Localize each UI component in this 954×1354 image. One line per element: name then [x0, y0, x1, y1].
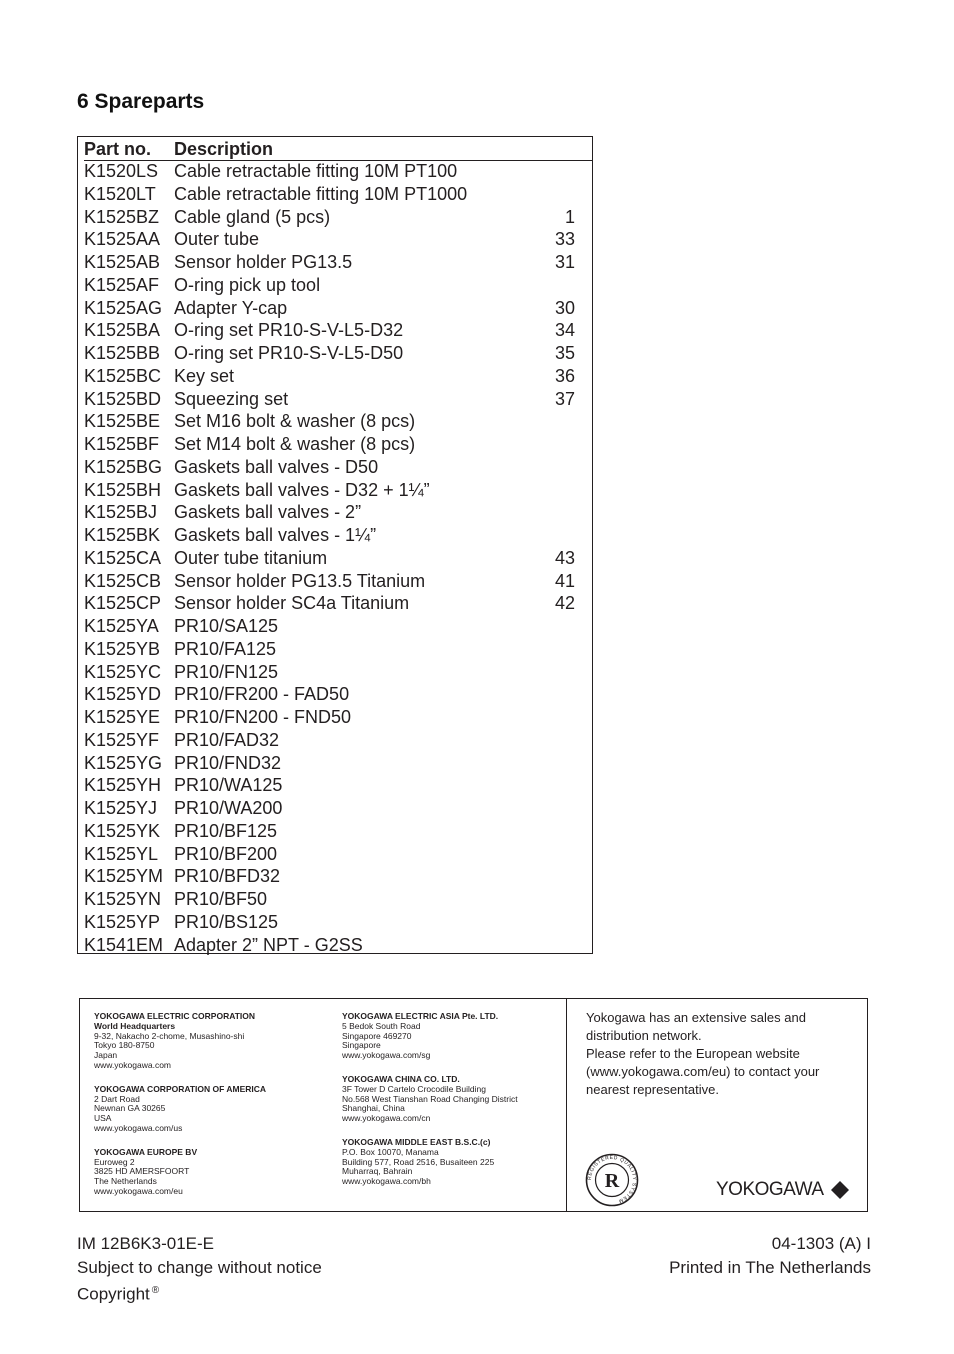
table-row: [84, 183, 592, 206]
copyright-text: Copyright: [77, 1284, 150, 1304]
part-description: PR10/SA125: [174, 616, 279, 636]
office-address-line: P.O. Box 10070, Manama: [342, 1146, 439, 1157]
part-number: K1525YK: [84, 820, 161, 841]
part-description: Set M16 bolt & washer (8 pcs): [174, 411, 416, 432]
table-row: [84, 410, 592, 433]
part-description: Adapter Y-cap: [174, 297, 288, 318]
table-row: [84, 888, 592, 911]
part-number: K1525BD: [84, 388, 162, 409]
logo-diamond-icon: [831, 1181, 849, 1199]
sales-note-line: distribution network.: [586, 1028, 702, 1043]
sales-network-note: [586, 1009, 856, 1099]
part-description: Sensor holder PG13.5: [174, 252, 353, 272]
registered-mark: ®: [151, 1285, 160, 1296]
table-row: [84, 843, 592, 866]
header-description: Description: [174, 139, 274, 159]
table-row: [84, 706, 592, 729]
part-description: PR10/BF125: [174, 820, 278, 841]
table-row: [84, 911, 592, 934]
part-description: O-ring set PR10-S-V-L5-D32: [174, 320, 404, 341]
office-address-line: www.yokogawa.com/bh: [342, 1176, 431, 1187]
part-description: PR10/BF50: [174, 889, 268, 909]
office-address-line: Japan: [94, 1050, 118, 1061]
table-row: [84, 661, 592, 684]
reference-number: 30: [554, 297, 575, 318]
part-description: Adapter 2” NPT - G2SS: [174, 934, 363, 955]
office-address-line: 3825 HD AMERSFOORT: [94, 1166, 190, 1177]
office-company: YOKOGAWA MIDDLE EAST B.S.C.(c): [342, 1136, 491, 1147]
reference-number: 1: [564, 206, 575, 227]
table-row: [84, 160, 592, 183]
office-address-line: 3F Tower D Cartelo Crocodile Building: [342, 1083, 486, 1094]
part-number: K1525BJ: [84, 502, 158, 523]
change-notice: Subject to change without notice: [77, 1257, 322, 1277]
revision-code: 04-1303 (A) I: [771, 1234, 871, 1253]
table-row: [84, 570, 592, 593]
contact-footer: [79, 998, 868, 1212]
seal-ring-text: REGISTERED QUALITY SYSTEM: [586, 1154, 638, 1204]
part-number: K1525YA: [84, 616, 159, 636]
yokogawa-logo: [716, 1179, 849, 1201]
sales-note-line: (www.yokogawa.com/eu) to contact your: [586, 1064, 820, 1079]
footer-divider: [566, 999, 567, 1211]
table-row: [84, 683, 592, 706]
part-description: Gaskets ball valves - 2”: [174, 502, 362, 523]
part-number: K1525BA: [84, 320, 161, 341]
part-number: K1525YJ: [84, 798, 158, 818]
part-description: PR10/WA125: [174, 775, 283, 796]
sales-note-line: nearest representative.: [586, 1082, 719, 1097]
table-row: [84, 729, 592, 752]
document-info-left: [77, 1232, 322, 1306]
office-address: [342, 1012, 562, 1061]
table-row: [84, 365, 592, 388]
office-address-line: www.yokogawa.com/cn: [342, 1113, 431, 1124]
table-row: [84, 251, 592, 274]
part-number: K1525YM: [84, 866, 164, 887]
part-number: K1525BF: [84, 434, 160, 454]
reference-number: 34: [554, 320, 575, 341]
part-number: K1525YC: [84, 661, 162, 682]
table-row: [84, 774, 592, 797]
address-column-middle: [342, 1012, 562, 1201]
office-company: YOKOGAWA ELECTRIC CORPORATION: [94, 1011, 256, 1021]
document-number: IM 12B6K3-01E-E: [77, 1234, 215, 1253]
part-description: PR10/BFD32: [174, 866, 281, 887]
part-number: K1525YN: [84, 889, 162, 909]
office-address: [94, 1085, 334, 1134]
table-row: [84, 274, 592, 297]
page-title: 6 Spareparts: [77, 90, 205, 113]
table-row: [84, 319, 592, 342]
office-address-line: www.yokogawa.com: [94, 1059, 172, 1070]
part-number: K1541EM: [84, 934, 164, 955]
office-subtitle: World Headquarters: [94, 1020, 176, 1031]
copyright-line: [77, 1279, 322, 1306]
part-number: K1525BK: [84, 525, 161, 545]
part-number: K1525BC: [84, 365, 162, 386]
part-number: K1525BE: [84, 411, 161, 432]
table-row: [84, 638, 592, 661]
part-number: K1525YD: [84, 684, 162, 705]
sales-note-line: Yokogawa has an extensive sales and: [586, 1010, 806, 1025]
table-row: [84, 820, 592, 843]
part-description: Outer tube titanium: [174, 547, 328, 568]
part-description: PR10/FN200 - FND50: [174, 707, 352, 727]
office-address-line: Singapore 469270: [342, 1030, 412, 1041]
reference-number: 31: [554, 252, 575, 272]
table-row: [84, 547, 592, 570]
part-description: Set M14 bolt & washer (8 pcs): [174, 434, 416, 454]
part-description: Gaskets ball valves - D50: [174, 456, 379, 477]
part-number: K1525AA: [84, 229, 161, 250]
reference-number: 37: [554, 388, 575, 409]
office-address: [94, 1012, 334, 1071]
part-number: K1525YP: [84, 911, 161, 932]
part-number: K1525BH: [84, 479, 162, 500]
office-company: YOKOGAWA ELECTRIC ASIA Pte. LTD.: [342, 1011, 499, 1021]
logo-text: YOKOGAWA: [716, 1179, 824, 1200]
table-row: [84, 297, 592, 320]
reference-number: 33: [554, 229, 575, 250]
part-description: PR10/FA125: [174, 638, 277, 659]
part-description: Squeezing set: [174, 388, 289, 409]
printed-in: Printed in The Netherlands: [669, 1257, 871, 1277]
office-address-line: 5 Bedok South Road: [342, 1020, 421, 1031]
table-row: [84, 797, 592, 820]
quality-seal-icon: [585, 1153, 639, 1207]
table-row: [84, 433, 592, 456]
part-number: K1525AG: [84, 297, 163, 318]
office-address-line: Building 577, Road 2516, Busaiteen 225: [342, 1156, 495, 1167]
part-description: Gaskets ball valves - D32 + 1¼”: [174, 479, 430, 500]
office-address-line: Muharraq, Bahrain: [342, 1166, 413, 1177]
document-info-right: [669, 1232, 871, 1279]
reference-number: 42: [554, 593, 575, 614]
reference-number: 36: [554, 365, 575, 386]
part-description: PR10/FND32: [174, 752, 282, 773]
table-row: [84, 206, 592, 229]
office-address-line: Newnan GA 30265: [94, 1103, 166, 1114]
part-number: K1520LS: [84, 161, 159, 181]
part-number: K1525BZ: [84, 206, 160, 227]
table-body: [84, 160, 592, 956]
part-description: PR10/FN125: [174, 661, 279, 682]
office-address-line: Singapore: [342, 1040, 381, 1051]
part-description: O-ring set PR10-S-V-L5-D50: [174, 343, 404, 363]
address-column-left: [94, 1012, 334, 1211]
office-address-line: No.568 West Tianshan Road Changing District: [342, 1093, 518, 1104]
office-company: YOKOGAWA CORPORATION OF AMERICA: [94, 1083, 267, 1094]
part-description: O-ring pick up tool: [174, 274, 321, 295]
part-number: K1525AB: [84, 252, 161, 272]
table-row: [84, 388, 592, 411]
office-address-line: www.yokogawa.com/sg: [342, 1050, 431, 1061]
part-description: PR10/BS125: [174, 911, 279, 932]
office-address-line: 9-32, Nakacho 2-chome, Musashino-shi: [94, 1030, 245, 1041]
part-number: K1525BB: [84, 343, 161, 363]
office-address-line: USA: [94, 1113, 112, 1124]
seal-letter: R: [604, 1170, 620, 1192]
office-address-line: www.yokogawa.com/us: [94, 1122, 183, 1133]
part-description: Cable retractable fitting 10M PT1000: [174, 183, 468, 204]
part-description: PR10/BF200: [174, 843, 278, 864]
table-row: [84, 934, 592, 957]
part-number: K1525YH: [84, 775, 162, 796]
table-row: [84, 592, 592, 615]
part-number: K1525CP: [84, 593, 162, 614]
part-description: PR10/FR200 - FAD50: [174, 684, 350, 705]
part-description: Sensor holder PG13.5 Titanium: [174, 570, 426, 591]
reference-number: 35: [554, 343, 575, 363]
office-company: YOKOGAWA CHINA CO. LTD.: [342, 1073, 460, 1084]
table-row: [84, 865, 592, 888]
part-description: Key set: [174, 365, 235, 386]
part-description: Outer tube: [174, 229, 260, 250]
part-number: K1525YE: [84, 707, 161, 727]
office-address: [94, 1148, 334, 1197]
office-address-line: Tokyo 180-8750: [94, 1040, 155, 1051]
part-description: Gaskets ball valves - 1¼”: [174, 525, 377, 545]
part-description: Sensor holder SC4a Titanium: [174, 593, 410, 614]
table-row: [84, 228, 592, 251]
office-address: [342, 1138, 562, 1187]
table-row: [84, 752, 592, 775]
part-number: K1525YF: [84, 729, 160, 750]
office-address-line: The Netherlands: [94, 1176, 157, 1187]
part-number: K1525YL: [84, 843, 159, 864]
office-address: [342, 1075, 562, 1124]
part-number: K1525BG: [84, 456, 163, 477]
table-row: [84, 479, 592, 502]
header-part-no: Part no.: [84, 139, 152, 159]
office-address-line: Euroweg 2: [94, 1156, 135, 1167]
part-number: K1525CA: [84, 547, 162, 568]
table-row: [84, 524, 592, 547]
part-description: Cable gland (5 pcs): [174, 206, 331, 227]
part-description: PR10/WA200: [174, 798, 283, 818]
part-number: K1525YB: [84, 638, 161, 659]
part-number: K1525AF: [84, 274, 160, 295]
office-address-line: 2 Dart Road: [94, 1093, 140, 1104]
table-row: [84, 342, 592, 365]
table-header: [84, 138, 592, 161]
spareparts-table: [77, 136, 593, 954]
office-address-line: www.yokogawa.com/eu: [94, 1185, 183, 1196]
table-row: [84, 456, 592, 479]
part-description: PR10/FAD32: [174, 729, 280, 750]
table-row: [84, 615, 592, 638]
part-description: Cable retractable fitting 10M PT100: [174, 161, 458, 181]
office-address-line: Shanghai, China: [342, 1103, 405, 1114]
part-number: K1525CB: [84, 570, 162, 591]
sales-note-line: Please refer to the European website: [586, 1046, 800, 1061]
part-number: K1520LT: [84, 183, 156, 204]
reference-number: 41: [554, 570, 575, 591]
reference-number: 43: [554, 547, 575, 568]
office-company: YOKOGAWA EUROPE BV: [94, 1146, 198, 1157]
table-row: [84, 501, 592, 524]
part-number: K1525YG: [84, 752, 163, 773]
